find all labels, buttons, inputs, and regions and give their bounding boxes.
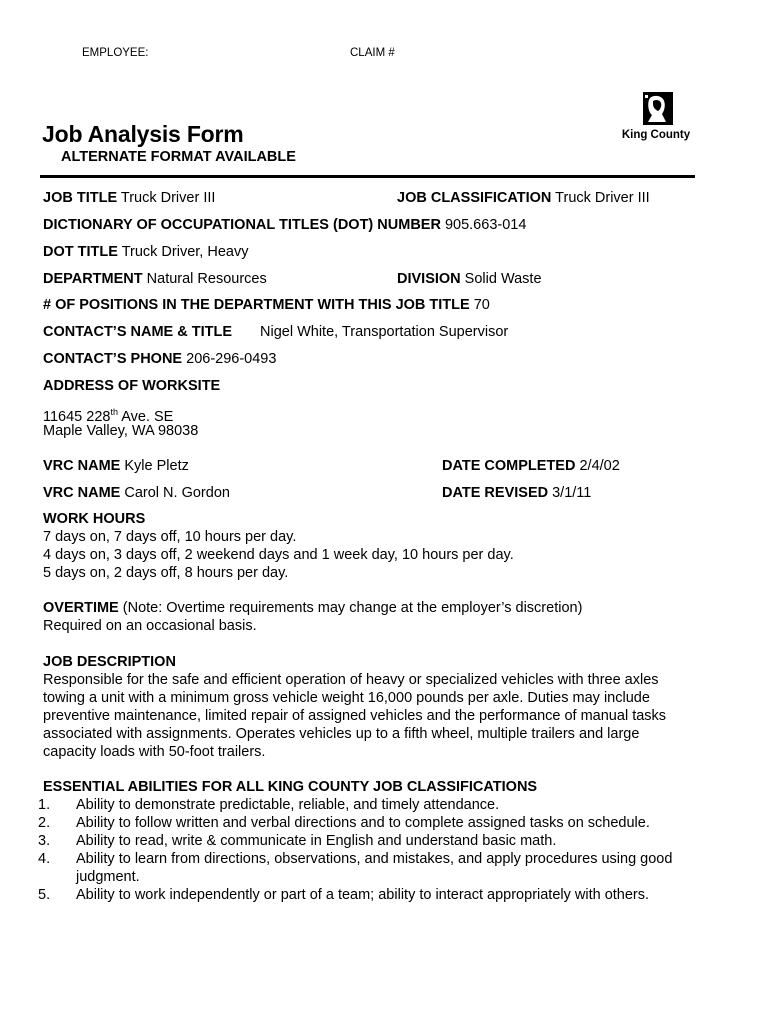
job-description-section <box>43 653 713 761</box>
job-classification-field <box>397 189 650 207</box>
job-title-value: Truck Driver III <box>117 190 216 206</box>
address-field <box>43 377 220 395</box>
department-value: Natural Resources <box>142 271 267 287</box>
job-classification-value: Truck Driver III <box>551 190 650 206</box>
list-item <box>38 886 718 904</box>
work-hours-line: 5 days on, 2 days off, 8 hours per day. <box>43 565 289 581</box>
vrc-name-2-field <box>43 484 230 502</box>
contact-phone-label: CONTACT’S PHONE <box>43 351 183 367</box>
contact-phone-value: 206-296-0493 <box>182 351 277 367</box>
essential-abilities-heading: ESSENTIAL ABILITIES FOR ALL KING COUNTY JOB CLASSIFICATIONS <box>43 779 538 795</box>
list-item-text: Ability to learn from directions, observations, and mistakes, and apply procedures using good <box>76 851 673 867</box>
employee-label: EMPLOYEE: <box>82 47 149 59</box>
list-item <box>38 850 718 886</box>
job-title-label: JOB TITLE <box>43 190 118 206</box>
positions-value: 70 <box>469 297 490 313</box>
list-item <box>38 814 718 832</box>
job-description-line: Responsible for the safe and efficient operation of heavy or specialized vehicles with three axles <box>43 672 659 688</box>
essential-abilities-heading-row <box>43 778 713 796</box>
list-item-number: 1. <box>38 797 51 813</box>
overtime-line: Required on an occasional basis. <box>43 618 257 634</box>
address-line1-street: Ave. SE <box>117 408 174 425</box>
claim-label: CLAIM # <box>350 47 395 59</box>
address-line2: Maple Valley, WA 98038 <box>43 423 199 439</box>
address-line1-number: 11645 228 <box>43 408 111 425</box>
essential-abilities-list <box>38 796 718 904</box>
date-revised-field <box>442 484 591 502</box>
dot-title-value: Truck Driver, Heavy <box>117 244 249 260</box>
positions-label: # OF POSITIONS IN THE DEPARTMENT WITH THIS JOB TITLE <box>43 297 470 313</box>
list-item-text: Ability to follow written and verbal directions and to complete assigned tasks on schedule. <box>76 815 650 831</box>
list-item-number: 4. <box>38 851 51 867</box>
division-value: Solid Waste <box>460 271 542 287</box>
list-item-text: Ability to demonstrate predictable, reliable, and timely attendance. <box>76 797 500 813</box>
positions-field <box>43 296 490 314</box>
dot-number-label: DICTIONARY OF OCCUPATIONAL TITLES (DOT) NUMBER <box>43 217 441 233</box>
alternate-format-note: ALTERNATE FORMAT AVAILABLE <box>61 149 296 165</box>
list-item <box>38 796 718 814</box>
date-completed-label: DATE COMPLETED <box>442 458 576 474</box>
division-label: DIVISION <box>397 271 461 287</box>
dot-title-label: DOT TITLE <box>43 244 118 260</box>
division-field <box>397 270 542 288</box>
list-item <box>38 832 718 850</box>
list-item-continuation: judgment. <box>76 869 140 885</box>
work-hours-section <box>43 510 713 582</box>
date-completed-value: 2/4/02 <box>575 458 620 474</box>
job-description-line: preventive maintenance, limited repair of assigned vehicles and the performance of manual tasks <box>43 708 667 724</box>
contact-phone-field <box>43 350 276 368</box>
list-item-number: 5. <box>38 887 51 903</box>
address-label: ADDRESS OF WORKSITE <box>43 378 221 394</box>
list-item-text: Ability to work independently or part of a team; ability to interact appropriately with others. <box>76 887 650 903</box>
vrc-name-2-value: Carol N. Gordon <box>120 485 230 501</box>
header-divider <box>40 175 695 178</box>
list-item-text: Ability to read, write & communicate in English and understand basic math. <box>76 833 557 849</box>
logo-wordmark: King County <box>621 129 691 141</box>
contact-name-label: CONTACT’S NAME & TITLE <box>43 324 233 340</box>
job-classification-label: JOB CLASSIFICATION <box>397 190 552 206</box>
dot-title-field <box>43 243 248 261</box>
overtime-section <box>43 599 713 635</box>
department-field <box>43 270 267 288</box>
vrc-name-2-label: VRC NAME <box>43 485 121 501</box>
job-description-line: associated with assignments. Operates vehicles up to a fifth wheel, multiple trailers and large <box>43 726 640 742</box>
overtime-note: (Note: Overtime requirements may change at the employer’s discretion) <box>118 600 583 616</box>
work-hours-line: 4 days on, 3 days off, 2 weekend days and 1 week day, 10 hours per day. <box>43 547 514 563</box>
department-label: DEPARTMENT <box>43 271 143 287</box>
date-revised-value: 3/1/11 <box>548 485 592 501</box>
list-item-number: 3. <box>38 833 51 849</box>
vrc-name-1-label: VRC NAME <box>43 458 121 474</box>
vrc-name-1-value: Kyle Pletz <box>120 458 189 474</box>
vrc-name-1-field <box>43 457 189 475</box>
date-completed-field <box>442 457 620 475</box>
king-county-logo-icon <box>620 92 692 144</box>
address-line1-ordinal: th <box>110 407 118 417</box>
contact-name-field <box>43 323 232 341</box>
date-revised-label: DATE REVISED <box>442 485 549 501</box>
king-county-logo <box>620 92 692 144</box>
job-title-field <box>43 189 215 207</box>
list-item-number: 2. <box>38 815 51 831</box>
job-description-line: towing a unit with a minimum gross vehicle weight 16,000 pounds per axle. Duties may include <box>43 690 650 706</box>
overtime-heading: OVERTIME <box>43 600 119 616</box>
contact-name-value: Nigel White, Transportation Supervisor <box>260 324 509 340</box>
page-title: Job Analysis Form <box>42 121 244 147</box>
work-hours-heading: WORK HOURS <box>43 511 146 527</box>
job-description-line: capacity loads with 50-foot trailers. <box>43 744 266 760</box>
dot-number-value: 905.663-014 <box>440 217 527 233</box>
work-hours-line: 7 days on, 7 days off, 10 hours per day. <box>43 529 297 545</box>
dot-number-field <box>43 216 526 234</box>
job-description-heading: JOB DESCRIPTION <box>43 654 176 670</box>
